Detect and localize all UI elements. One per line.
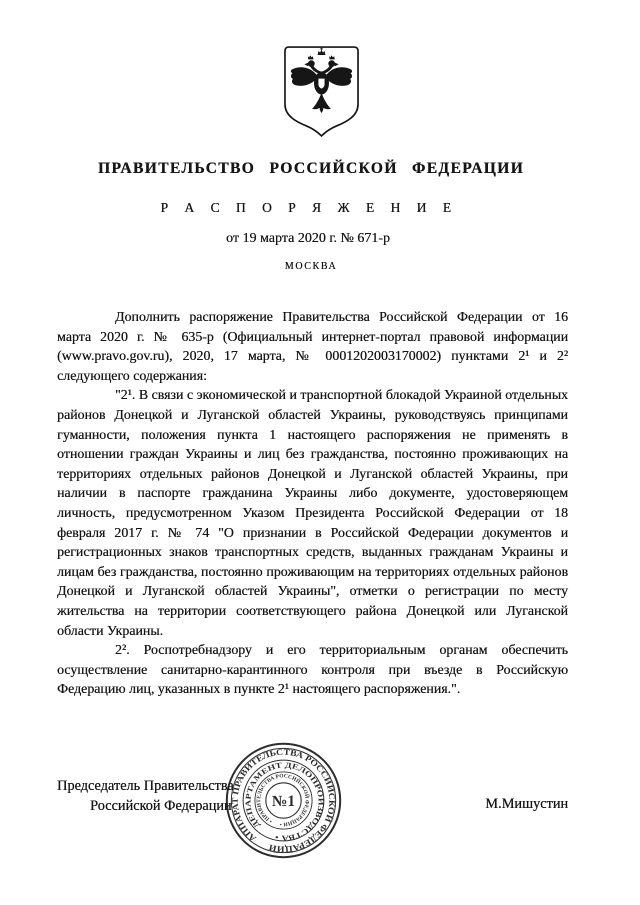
svg-text:• ПРАВИТЕЛЬСТВА РОССИЙСКОЙ ФЕД (256, 773, 312, 827)
stamp-ring-middle-text: ДЕПАРТАМЕНТ ДЕЛОПРОИЗВОДСТВА • (243, 760, 326, 843)
document-type-heading: Р А С П О Р Я Ж Е Н И Е (160, 200, 458, 215)
svg-text:АППАРАТ ПРАВИТЕЛЬСТВА РОССИЙСК (230, 747, 338, 855)
double-headed-eagle-icon (291, 47, 352, 113)
city-label: МОСКВА (284, 261, 338, 272)
date-and-number-line: от 19 марта 2020 г. № 671-р (226, 231, 390, 246)
stamp-ring-inner-text: • ПРАВИТЕЛЬСТВА РОССИЙСКОЙ ФЕДЕРАЦИИ • (256, 773, 310, 827)
decree-body (57, 308, 568, 700)
paragraph-item-2-2: 2². Роспотребнадзору и его территориальным органам обеспечить осуществление санитарно-карантинного контроля при въезде в Российскую Федерацию лиц, указанных в пункте 2¹ настоящего распоряжения.". (57, 643, 568, 698)
stamp-ring-outer-text: АППАРАТ ПРАВИТЕЛЬСТВА РОССИЙСКОЙ ФЕДЕРАЦИИ (229, 746, 338, 855)
signatory-position-line1: Председатель Правительства (57, 778, 234, 794)
paragraph-amendment-intro: Дополнить распоряжение Правительства Российской Федерации от 16 марта 2020 г. № 635-р (Официальный интернет-портал правовой информации (www.pravo.gov.ru), 2020, 17 марта, № 0001202003170002) пунктами 2¹ и 2² следующего содержания: (57, 310, 568, 384)
signatory-name: М.Мишустин (485, 796, 568, 812)
signatory-position-line2: Российской Федерации (90, 797, 232, 814)
signatory-position (57, 777, 234, 816)
coat-of-arms-icon (283, 45, 360, 137)
paragraph-item-2-1: "2¹. В связи с экономической и транспортной блокадой Украиной отдельных районов Донецкой и Луганской областей Украины, руководствуясь принципами гуманности, положения пункта 1 настоящего распоряжения не применять в отношении граждан Украины и лиц без гражданства, постоянно проживающих на территориях отдельных районов Донецкой и Луганской областей Украины, при наличии в паспорте гражданина Украины либо документе, удостоверяющем личность, предусмотренном Указом Президента Российской Федерации от 18 февраля 2017 г. № 74 "О признании в Российской Федерации документов и регистрационных знаков транспортных средств, выданных гражданам Украины и лицам без гражданства, постоянно проживающим на территориях отдельных районов Донецкой и Луганской областей Украины", отметки о регистрации по месту жительства на территории соответствующего района Донецкой или Луганской области Украины. (57, 388, 568, 639)
svg-text:ДЕПАРТАМЕНТ ДЕЛОПРОИЗВОДСТВА • (243, 760, 325, 842)
stamp-number: №1 (271, 792, 296, 810)
issuing-authority-title: ПРАВИТЕЛЬСТВО РОССИЙСКОЙ ФЕДЕРАЦИИ (97, 160, 525, 177)
official-stamp (220, 737, 347, 864)
